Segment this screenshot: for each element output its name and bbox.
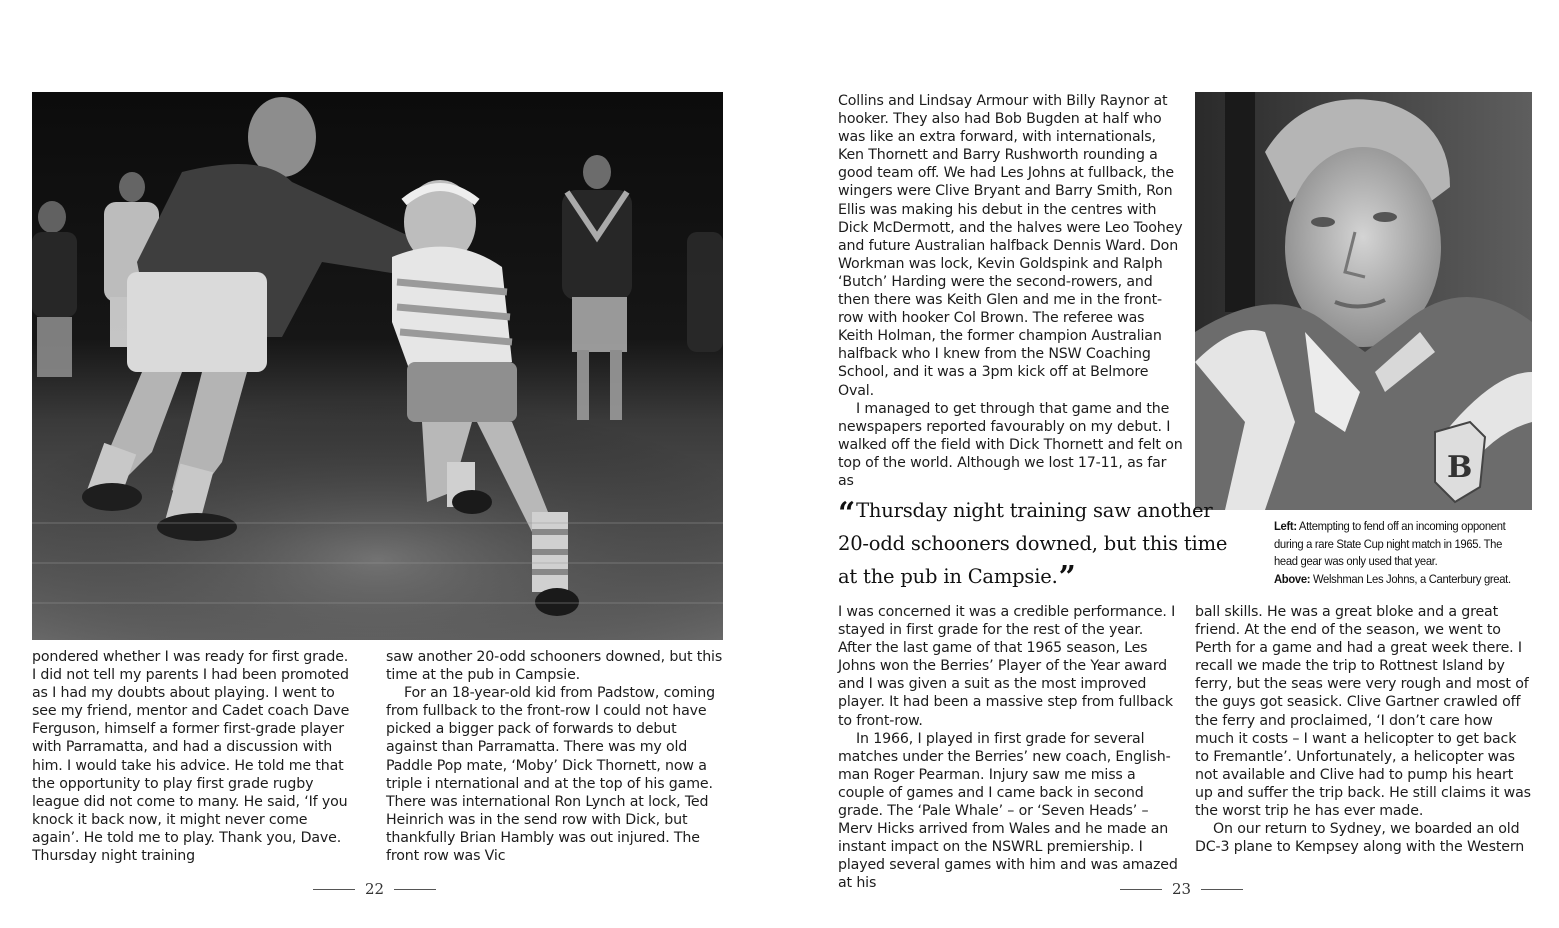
page-number-left [313, 880, 436, 898]
left-page [0, 0, 760, 928]
caption-above-text: Welshman Les Johns, a Canterbury great. [1312, 571, 1511, 586]
text-column-top [838, 92, 1183, 490]
paragraph: In 1966, I played in first grade for several matches under the Berries’ new coach, English-man Roger Pearman. Injury saw me miss a couple of games and I came back in second grade. The ‘Pale Whale’ – or ‘Seven Heads’ – Merv Hicks arrived from Wales and he made an instant impact on the NSWRL premiership. I played several games with him and was amazed at his [838, 730, 1178, 892]
open-quote-mark: “ [838, 496, 856, 531]
svg-text:B: B [1447, 450, 1473, 485]
folio-rule [1201, 889, 1243, 890]
folio-rule [313, 889, 355, 890]
text-column-1 [32, 648, 352, 865]
photo-portrait-les-johns-icon [1195, 92, 1532, 510]
text-column-bottom-2 [1195, 603, 1533, 856]
page-number-right [1120, 880, 1243, 898]
paragraph: I managed to get through that game and the newspapers reported favourably on my debut. I walked off the field with Dick Thornett and felt on top of the world. Although we lost 17-11, as far as [838, 400, 1183, 489]
paragraph: For an 18-year-old kid from Padstow, coming from fullback to the front-row I could not have picked a bigger pack of forwards to debut against than Parramatta. There was my old Paddle Pop mate, ‘Moby’ Dick Thornett, now a triple i nternational and at the top of his game. There was international Ron Lynch at lock, Ted Heinrich was in the send row with Dick, but thankfully Brian Hambly was out injured. The front row was Vic [386, 685, 715, 865]
photo-rugby-night-match-icon [32, 92, 723, 640]
text-column-bottom-1 [838, 603, 1178, 893]
les-johns-portrait-photo [1195, 92, 1532, 510]
close-quote-mark: ” [1058, 560, 1076, 595]
folio-rule [1120, 889, 1162, 890]
paragraph: I was concerned it was a credible performance. I stayed in first grade for the rest of the year. After the last game of that 1965 season, Les Johns won the Berries’ Player of the Year award and I was given a suit as the most improved player. It had been a massive step from fullback to front-row. [838, 604, 1176, 729]
caption-left-text: Attempting to fend off an incoming opponent during a rare State Cup night match in 1965. The head gear was only used that year. [1274, 519, 1506, 569]
pull-quote [838, 494, 1238, 593]
paragraph: saw another 20-odd schooners downed, but this time at the pub in Campsie. [386, 649, 723, 684]
paragraph: pondered whether I was ready for first grade. I did not tell my parents I had been promoted as I had my doubts about playing. I went to see my friend, mentor and Cadet coach Dave Ferguson, himself a former first-grade player with Parramatta, and had a discussion with him. I would take his advice. He told me that the opportunity to play first grade rugby league did not come to many. He said, ‘If you knock it back now, it might never come again’. He told me to play. Thank you, Dave. Thursday night training [32, 649, 350, 865]
page-number: 23 [1172, 880, 1192, 898]
text-column-2 [386, 648, 726, 865]
paragraph: On our return to Sydney, we boarded an old DC-3 plane to Kempsey along with the Western [1195, 821, 1525, 856]
pull-quote-text: Thursday night training saw another 20-odd schooners downed, but this time at the pub in Campsie. [838, 499, 1228, 588]
caption-above-label: Above: [1274, 571, 1311, 586]
paragraph: ball skills. He was a great bloke and a great friend. At the end of the season, we went to Perth for a game and had a great week there. I recall we made the trip to Rottnest Island by ferry, but the seas were very rough and most of the guys got seasick. Clive Gartner crawled off the ferry and proclaimed, ‘I don’t care how much it costs – I want a helicopter to get back to Fremantle’. Unfortunately, a helicopter was not available and Clive had to pump his heart up and suffer the trip back. He still claims it was the worst trip he has ever made. [1195, 604, 1531, 820]
photo-caption [1274, 518, 1525, 588]
caption-left-label: Left: [1274, 519, 1297, 533]
rugby-night-match-photo [32, 92, 723, 640]
page-number: 22 [365, 880, 385, 898]
folio-rule [394, 889, 436, 890]
paragraph: Collins and Lindsay Armour with Billy Raynor at hooker. They also had Bob Bugden at half who was like an extra forward, with internationals, Ken Thornett and Barry Rushworth rounding a good team off. We had Les Johns at fullback, the wingers were Clive Bryant and Barry Smith, Ron Ellis was making his debut in the centres with Dick McDermott, and the halves were Leo Toohey and future Australian halfback Dennis Ward. Don Workman was lock, Kevin Goldspink and Ralph ‘Butch’ Harding were the second-rowers, and then there was Keith Glen and me in the front-row with hooker Col Brown. The referee was Keith Holman, the former champion Australian halfback who I knew from the NSW Coaching School, and it was a 3pm kick off at Belmore Oval. [838, 93, 1183, 399]
